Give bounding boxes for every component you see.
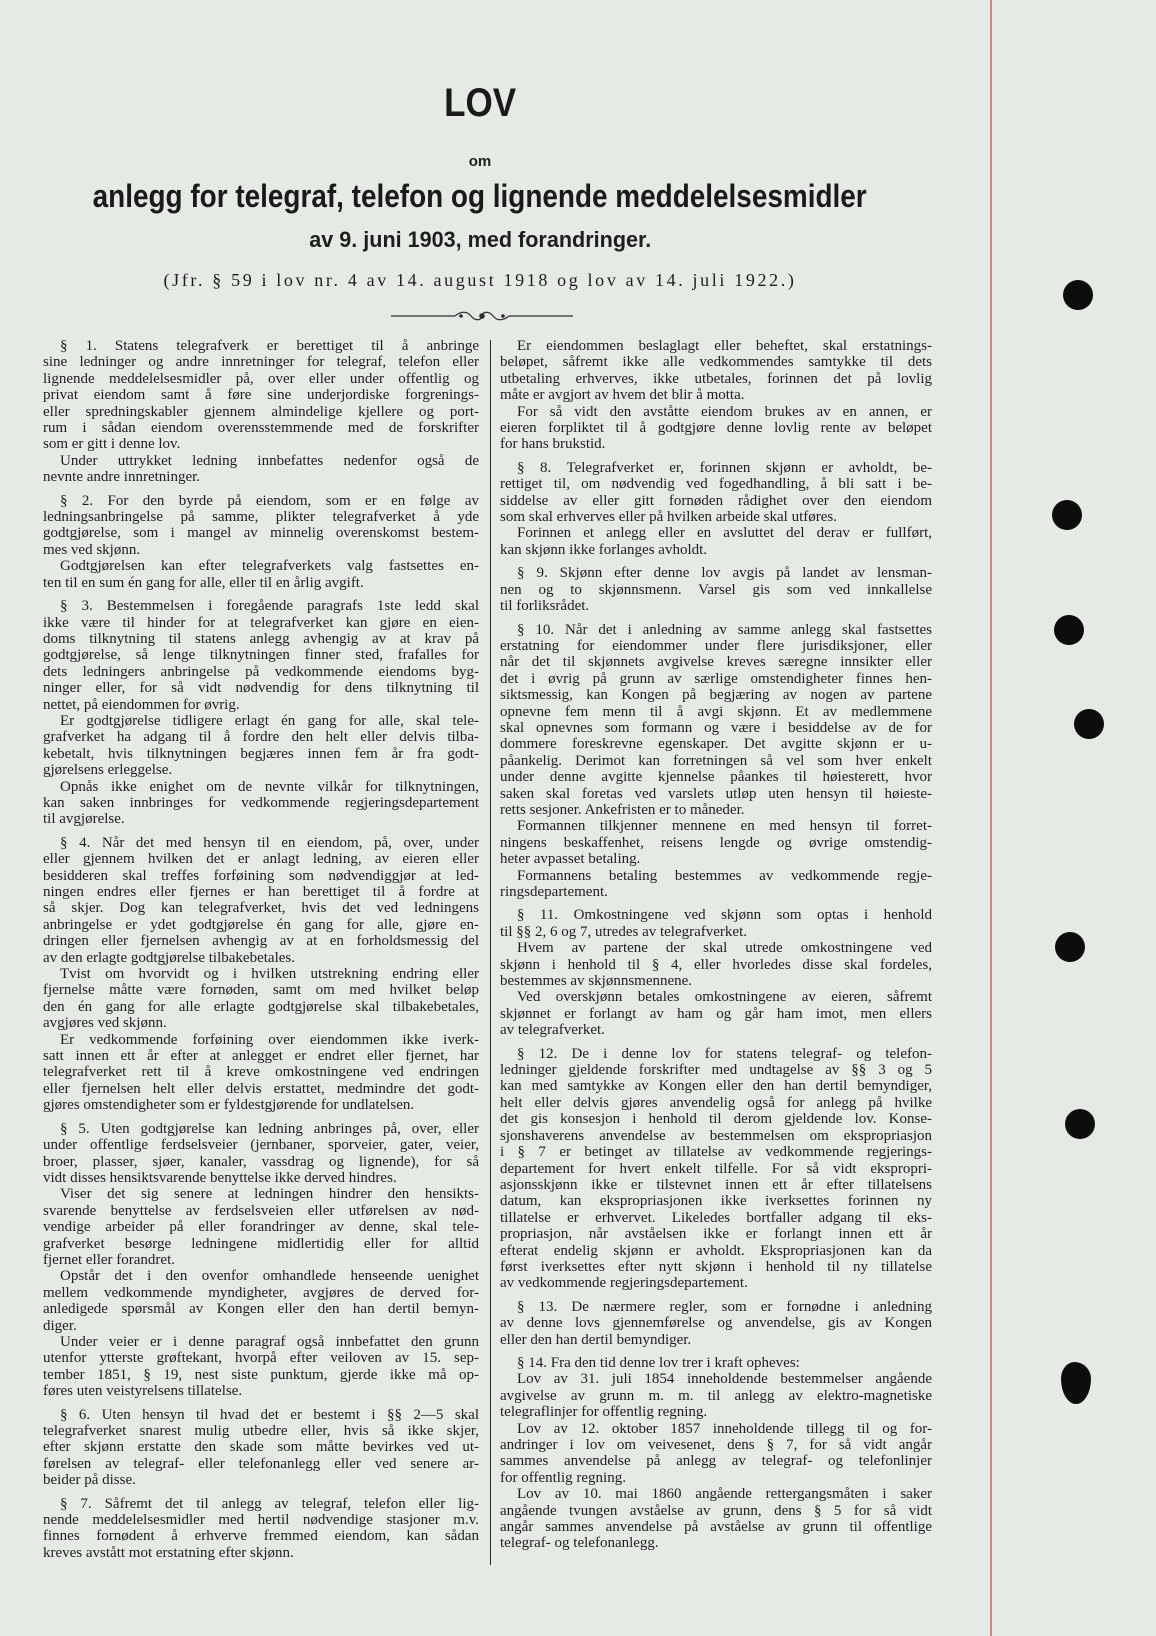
text-line: dommere foreskrevne egenskaper. Det avgitte skjønn er u-	[500, 736, 932, 753]
om-text: om	[468, 153, 492, 170]
text-line: ikke være til hinder for at telegrafverket kan gjøre en eien-	[43, 614, 479, 631]
text-line: kebetalt, hvis tilknytningen begjæres innen fem år fra godt-	[43, 745, 479, 762]
law-section	[43, 598, 479, 828]
text-line: avgjøres ved skjønn.	[43, 1015, 167, 1032]
paragraph	[43, 779, 479, 828]
margin-rule	[990, 0, 992, 1636]
paragraph	[500, 460, 932, 526]
text-line: sine ledninger og andre innretninger for telegraf, telefon eller	[43, 354, 479, 371]
text-line: lignende meddelelsesmidler på, over eller under offentlig og	[43, 370, 479, 387]
text-line: Opnås ikke enighet om de nevnte vilkår for tilknytningen,	[60, 778, 479, 795]
left-text-column	[43, 338, 479, 1561]
paragraph	[43, 338, 479, 453]
text-line: kan saken innbringes for vedkommende regjeringsdepartement	[43, 794, 479, 811]
right-text-column	[500, 338, 932, 1552]
text-line: mes ved skjønn.	[43, 541, 141, 558]
text-line: utbetaling erhverves, ikke utbetales, forinnen det på lovlig	[500, 370, 932, 387]
text-line: saken skal foretas ved varslets utløp uten hensyn til høieste-	[500, 785, 932, 802]
law-section	[500, 1299, 932, 1348]
text-line: fjernet eller forandret.	[43, 1251, 176, 1268]
punch-hole	[1074, 709, 1104, 739]
paragraph	[500, 622, 932, 819]
text-line: grafverket ha adgang til å fordre den helt eller delvis tilba-	[43, 729, 479, 746]
text-line: fjernelse måtte være fornøden, samt om med hvilket beløp	[43, 982, 479, 999]
text-line: ningen endres eller fjernes er han berettiget til å fordre at	[43, 884, 479, 900]
paragraph	[43, 1186, 479, 1268]
paragraph	[500, 1486, 932, 1552]
text-line: rum i sådan eiendom overensstemmende med de forskrifter	[43, 420, 479, 437]
text-line: nen og to skjønnsmenn. Varsel gis som ved innkallelse	[500, 581, 932, 598]
text-line: til forliksrådet.	[500, 598, 590, 615]
text-line: av denne lovs gjennemførelse og anvendelse, gis av Kongen	[500, 1315, 932, 1332]
punch-hole	[1054, 615, 1084, 645]
text-line: propriasjon, når avståelsen ikke er forlangt innen ett år	[500, 1226, 932, 1243]
paragraph	[500, 1046, 932, 1292]
punch-hole	[1065, 1109, 1095, 1139]
text-line: grafverket besørge ledningene midlertidig eller for alltid	[43, 1235, 479, 1252]
text-line: siktsmessig, kan Kongen på begjæring av nogen av partene	[500, 687, 932, 704]
text-line: efterat endelig skjønn er avholdt. Ekspropriasjonen kan da	[500, 1242, 932, 1259]
text-line: sammes anvendelse på anlegg av telegraf- og telefonlinjer	[500, 1453, 932, 1470]
paragraph	[500, 907, 932, 940]
text-line: ten til en sum én gang for alle, eller til en årlig avgift.	[43, 574, 364, 591]
text-line: privat eiendom samt å føre sine underjordiske forgrenings-	[43, 387, 479, 404]
text-line: departement for hvert enkelt tilfelle. For så vidt ekspropri-	[500, 1160, 932, 1177]
text-line: telegrafverket rett til å kreve omkostningene ved endringen	[43, 1064, 479, 1081]
text-line: retts sesjoner. Ankefristen er to måneder.	[500, 801, 745, 818]
paragraph	[43, 558, 479, 591]
law-section	[500, 622, 932, 901]
text-line: For så vidt den avståtte eiendom brukes av en annen, er	[517, 403, 932, 420]
text-line: telegraflinjer for offentlig regning.	[500, 1404, 708, 1421]
text-line: Formannen tilkjenner mennene en med hensyn til forret-	[517, 818, 932, 835]
text-line: Lov av 12. oktober 1857 inneholdende tillegg til og for-	[517, 1420, 932, 1437]
text-line: tember 1851, § 19, nest siste punktum, gjerde ikke må op-	[43, 1366, 479, 1383]
paragraph	[500, 1299, 932, 1348]
text-line: eller spredningskabler gjennem almindelige kjellere og port-	[43, 403, 479, 420]
text-line: godtgjørelse, så lenge tilknytningen finner sted, frafalles for	[43, 647, 479, 664]
text-line: skal opnevnes som formann og være i besiddelse av de for	[500, 719, 932, 736]
paragraph	[43, 598, 479, 713]
text-line: ninger eller, for så vidt nødvendig for dens tilknytning til	[43, 680, 479, 697]
text-line: heter avpasset betaling.	[500, 851, 641, 868]
text-line: ledningsanbringelse på samme, plikter telegrafverket å yde	[43, 509, 479, 526]
text-line: doms tilknytning til statens anlegg avhengig av at krav på	[43, 630, 479, 647]
text-line: gjørelsens erleggelse.	[43, 762, 173, 779]
text-line: utenfor ytterste grøftekant, hvorpå efter veiloven av 15. sep-	[43, 1350, 479, 1367]
text-line: eller gjennem hvilken det er anlagt ledning, av eieren eller	[43, 851, 479, 868]
paragraph	[500, 940, 932, 989]
text-line: Forinnen et anlegg eller en avsluttet del derav er fullført,	[517, 525, 932, 542]
text-line: § 13. De nærmere regler, som er fornødne i anledning	[517, 1298, 932, 1315]
text-line: Ved overskjønn betales omkostningene av eieren, såfremt	[517, 989, 932, 1006]
paragraph	[43, 1496, 479, 1562]
paragraph	[500, 1421, 932, 1487]
punch-hole	[1061, 1362, 1091, 1404]
text-line: § 8. Telegrafverket er, forinnen skjønn er avholdt, be-	[517, 459, 932, 476]
paragraph	[43, 1032, 479, 1114]
text-line: eller den han dertil bemyndiger.	[500, 1331, 692, 1348]
text-line: eller fjernelsen helt eller delvis erstattet, medmindre det godt-	[43, 1080, 479, 1097]
text-line: § 4. Når det med hensyn til en eiendom, på, over, under	[60, 834, 479, 851]
text-line: § 2. For den byrde på eiendom, som er en følge av	[60, 492, 479, 509]
law-section	[500, 907, 932, 1038]
text-line: så skjer. Dog kan telegrafverket, hvis det ved ledningens	[43, 900, 479, 917]
text-line: Opstår det i den ovenfor omhandlede henseende uenighet	[60, 1268, 479, 1285]
text-line: føres uten veistyrelsens tillatelse.	[43, 1383, 243, 1400]
text-line: anledigede spørsmål av Kongen eller den han dertil bemyn-	[43, 1301, 479, 1318]
text-line: til avgjørelse.	[43, 811, 125, 828]
paragraph	[500, 1355, 932, 1371]
text-line: diger.	[43, 1317, 77, 1334]
text-line: Er vedkommende forføining over eiendommen ikke iverk-	[60, 1031, 479, 1048]
text-line: i § 7 er betinget av tillatelse av vedkommende regjerings-	[500, 1144, 932, 1161]
law-heading-text: anlegg for telegraf, telefon og lignende meddelelsesmidler	[92, 178, 867, 214]
law-date-subheading	[0, 226, 960, 254]
law-section	[500, 1046, 932, 1292]
text-line: mellem vedkommende myndigheter, avgjøres de derved for-	[43, 1284, 479, 1301]
text-line: når det til skjønnets avgivelse kreves særegne innsikter eller	[500, 654, 932, 671]
law-heading	[0, 176, 960, 216]
text-line: § 1. Statens telegrafverk er berettiget til å anbringe	[60, 338, 479, 354]
paragraph	[500, 989, 932, 1038]
paragraph	[43, 835, 479, 966]
text-line: angår sammes anvendelse på avståelse av grunn til offentlige	[500, 1519, 932, 1536]
text-line: § 3. Bestemmelsen i foregående paragrafs 1ste ledd skal	[60, 598, 479, 615]
paragraph	[500, 818, 932, 867]
law-date-text: av 9. juni 1903, med forandringer.	[309, 227, 651, 252]
text-line: Under uttrykket ledning innbefattes nedenfor også de	[60, 452, 479, 469]
text-line: dringen eller fjernelsen avhengig av at en forholdsmessig del	[43, 933, 479, 950]
text-line: beider på disse.	[43, 1472, 136, 1489]
text-line: eieren forpliktet til å godtgjøre denne lovlig rente av beløpet	[500, 420, 932, 437]
paragraph	[500, 338, 932, 404]
text-line: Lov av 31. juli 1854 inneholdende bestemmelser angående	[517, 1371, 932, 1388]
punch-hole	[1055, 932, 1085, 962]
text-line: måte er avgjort av hvem det blir å motta.	[500, 387, 745, 404]
punch-hole	[1063, 280, 1093, 310]
text-line: ningens beskaffenhet, reisens lengde og øvrige omstendig-	[500, 834, 932, 851]
text-line: angående tvungen avståelse av grunn, dens § 5 for så vidt	[500, 1502, 932, 1519]
text-line: tillatelse er erhvervet. Likeledes bortfaller adgang til eks-	[500, 1209, 932, 1226]
text-line: beløpet, såfremt ikke alle vedkommendes samtykke til dets	[500, 354, 932, 371]
punch-hole	[1052, 500, 1082, 530]
paragraph	[500, 1371, 932, 1420]
law-section	[500, 1355, 932, 1552]
text-line: Lov av 10. mai 1860 angående rettergangsmåten i saker	[517, 1486, 932, 1503]
text-line: avgivelse av grunn m. m. til anlegg av elektro-magnetiske	[500, 1387, 932, 1404]
text-line: § 5. Uten godtgjørelse kan ledning anbringes på, over, eller	[60, 1120, 479, 1137]
law-section	[500, 338, 932, 453]
law-section	[43, 1496, 479, 1562]
text-line: skjønn i henhold til § 4, eller hvorledes disse skal fordeles,	[500, 956, 932, 973]
ornament-divider	[391, 309, 573, 323]
text-line: § 11. Omkostningene ved skjønn som optas i henhold	[517, 907, 932, 924]
paragraph	[500, 868, 932, 901]
text-line: nevnte andre innretninger.	[43, 469, 201, 486]
text-line: § 14. Fra den tid denne lov trer i kraft opheves:	[517, 1354, 800, 1371]
text-line: Godtgjørelsen kan efter telegrafverkets valg fastsettes en-	[60, 558, 479, 575]
law-section	[43, 493, 479, 591]
text-line: det gis konsesjon i henhold til derom gjeldende lov. Konse-	[500, 1111, 932, 1128]
paragraph	[43, 1334, 479, 1400]
text-line: til §§ 2, 6 og 7, utredes av telegrafverket.	[500, 923, 748, 940]
text-line: av vedkommende regjeringsdepartement.	[500, 1275, 748, 1292]
document-title	[0, 80, 960, 126]
text-line: Er godtgjørelse tidligere erlagt én gang for alle, skal tele-	[60, 712, 479, 729]
text-line: ledninger gjeldende forskrifter med undtagelse av §§ 3 og 5	[500, 1062, 932, 1079]
text-line: for offentlig regning.	[500, 1469, 626, 1486]
text-line: opnevne fem menn til å avgi skjønn. Et av medlemmene	[500, 703, 932, 720]
text-line: for hans brukstid.	[500, 436, 606, 453]
text-line: kan med samtykke av Kongen eller den han dertil bemyndiger,	[500, 1078, 932, 1095]
text-line: av den erlagte godtgjørelse tilbakebetales.	[43, 949, 295, 966]
column-divider	[490, 340, 491, 1565]
amendment-reference	[0, 268, 960, 292]
text-line: asjonsskjønn ikke er tilstevnet innen ett år efter tillatelsens	[500, 1176, 932, 1193]
text-line: erstatning for eiendommer under flere jurisdiksjoner, eller	[500, 637, 932, 654]
text-line: rettiget til, om nødvendig ved fogedhandling, å bli satt i be-	[500, 476, 932, 493]
law-section	[500, 565, 932, 614]
paragraph	[43, 453, 479, 486]
text-line: helt eller delvis gjøres anvendelig også for anlegg på hvilke	[500, 1094, 932, 1111]
text-line: ringsdepartement.	[500, 884, 608, 900]
text-line: anbringelse er ydet godtgjørelse én gang for alle, gjøre en-	[43, 916, 479, 933]
paragraph	[500, 525, 932, 558]
text-line: siddelse av eller gitt fornøden rådighet over den eiendom	[500, 492, 932, 509]
text-line: besidderen skal treffes forføining som nødvendiggjør at led-	[43, 867, 479, 884]
text-line: godtgjørelse, som i mangel av minnelig overenskomst bestem-	[43, 525, 479, 542]
paragraph	[43, 1121, 479, 1187]
paragraph	[43, 1407, 479, 1489]
law-section	[43, 1407, 479, 1489]
paragraph	[500, 404, 932, 453]
law-section	[43, 1121, 479, 1400]
amendment-reference-text: (Jfr. § 59 i lov nr. 4 av 14. august 1918 og lov av 14. juli 1922.)	[163, 270, 797, 290]
text-line: førelsen av telegraf- eller telefonanlegg eller ved senere ar-	[43, 1455, 479, 1472]
paragraph	[43, 713, 479, 779]
text-line: som er gitt i denne lov.	[43, 436, 181, 453]
text-line: broer, plasser, sjøer, kanaler, vassdrag og lignende), for så	[43, 1153, 479, 1170]
text-line: nende meddelelsesmidler med hertil nødvendige stasjoner m.v.	[43, 1512, 479, 1529]
text-line: Er eiendommen beslaglagt eller beheftet, skal erstatnings-	[517, 338, 932, 354]
text-line: kreves avstått mot erstatning efter skjønn.	[43, 1544, 294, 1561]
text-line: Tvist om hvorvidt og i hvilken utstrekning endring eller	[60, 966, 479, 983]
text-line: vendige arbeider på eller forandringer av denne, skal tele-	[43, 1219, 479, 1236]
text-line: § 12. De i denne lov for statens telegraf- og telefon-	[517, 1045, 932, 1062]
text-line: § 9. Skjønn efter denne lov avgis på landet av lensman-	[517, 565, 932, 582]
om-label	[0, 152, 960, 172]
text-line: påankelig. Derimot kan forretningen så vel som hver enkelt	[500, 752, 932, 769]
law-section	[43, 835, 479, 1114]
text-line: dets ledningers anbringelse på vedkommende eiendoms byg-	[43, 663, 479, 680]
text-line: Hvem av partene der skal utrede omkostningene ved	[517, 940, 932, 957]
text-line: skjønnet er forlangt av ham og går ham imot, men ellers	[500, 1005, 932, 1022]
paragraph	[43, 1268, 479, 1334]
text-line: finnes fornødent å erhverve fremmed eiendom, kan sådan	[43, 1528, 479, 1545]
text-line: Under veier er i denne paragraf også innbefattet den grunn	[60, 1333, 479, 1350]
text-line: datum, kan ekspropriasjonen ikke iverksettes forinnen ny	[500, 1193, 932, 1210]
text-line: kan skjønn ikke forlanges avholdt.	[500, 541, 708, 558]
title-text: LOV	[443, 81, 516, 125]
text-line: andringer i lov om veivesenet, dens § 7, for så vidt angår	[500, 1437, 932, 1453]
text-line: efter skjønn erstatte den skade som måtte bevirkes ved ut-	[43, 1439, 479, 1456]
text-line: som skal erhverves eller på hvilken arbeide skal utføres.	[500, 509, 837, 526]
law-section	[43, 338, 479, 486]
text-line: under offentlige ferdselsveier (jernbaner, sporveier, gater, veier,	[43, 1137, 479, 1154]
text-line: § 10. Når det i anledning av samme anlegg skal fastsettes	[517, 621, 932, 638]
text-line: det i øvrig på grunn av særlige omstendigheter finnes hen-	[500, 670, 932, 687]
text-line: nettet, på eiendommen for øvrig.	[43, 696, 240, 713]
text-line: bestemmes av skjønnsmennene.	[500, 973, 693, 990]
text-line: den én gang for alle erlagte godtgjørelse skal tilbakebetales,	[43, 998, 479, 1015]
text-line: under denne avgitte kjennelse påankes til høiesterett, hvor	[500, 769, 932, 786]
text-line: telegraf- og telefonanlegg.	[500, 1535, 659, 1552]
text-line: satt innen ett år efter at anlegget er endret eller fjernet, har	[43, 1048, 479, 1065]
text-line: telegrafverket snarest mulig utbedre eller, hvis så ikke skjer,	[43, 1423, 479, 1439]
text-line: gjøres omstendigheter som er fyldestgjørende for undlatelsen.	[43, 1097, 415, 1114]
text-line: § 6. Uten hensyn til hvad det er bestemt i §§ 2—5 skal	[60, 1406, 479, 1423]
text-line: først iverksettes efter nytt skjønn i henhold til ny tillatelse	[500, 1258, 932, 1275]
text-line: sjonshaverens anvendelse av bestemmelsen om ekspropriasjon	[500, 1127, 932, 1144]
law-section	[500, 460, 932, 558]
text-line: svarende benyttelse av ferdselsveien eller utførelsen av nød-	[43, 1202, 479, 1219]
paragraph	[500, 565, 932, 614]
text-line: vidt disses hensiktsvarende benyttelse ikke derved hindres.	[43, 1169, 397, 1186]
paragraph	[43, 966, 479, 1032]
text-line: Formannens betaling bestemmes av vedkommende regje-	[517, 867, 932, 884]
paragraph	[43, 493, 479, 559]
text-line: § 7. Såfremt det til anlegg av telegraf, telefon eller lig-	[60, 1495, 479, 1512]
text-line: Viser det sig senere at ledningen hindrer den hensikts-	[60, 1186, 479, 1203]
text-line: av telegrafverket.	[500, 1022, 605, 1039]
